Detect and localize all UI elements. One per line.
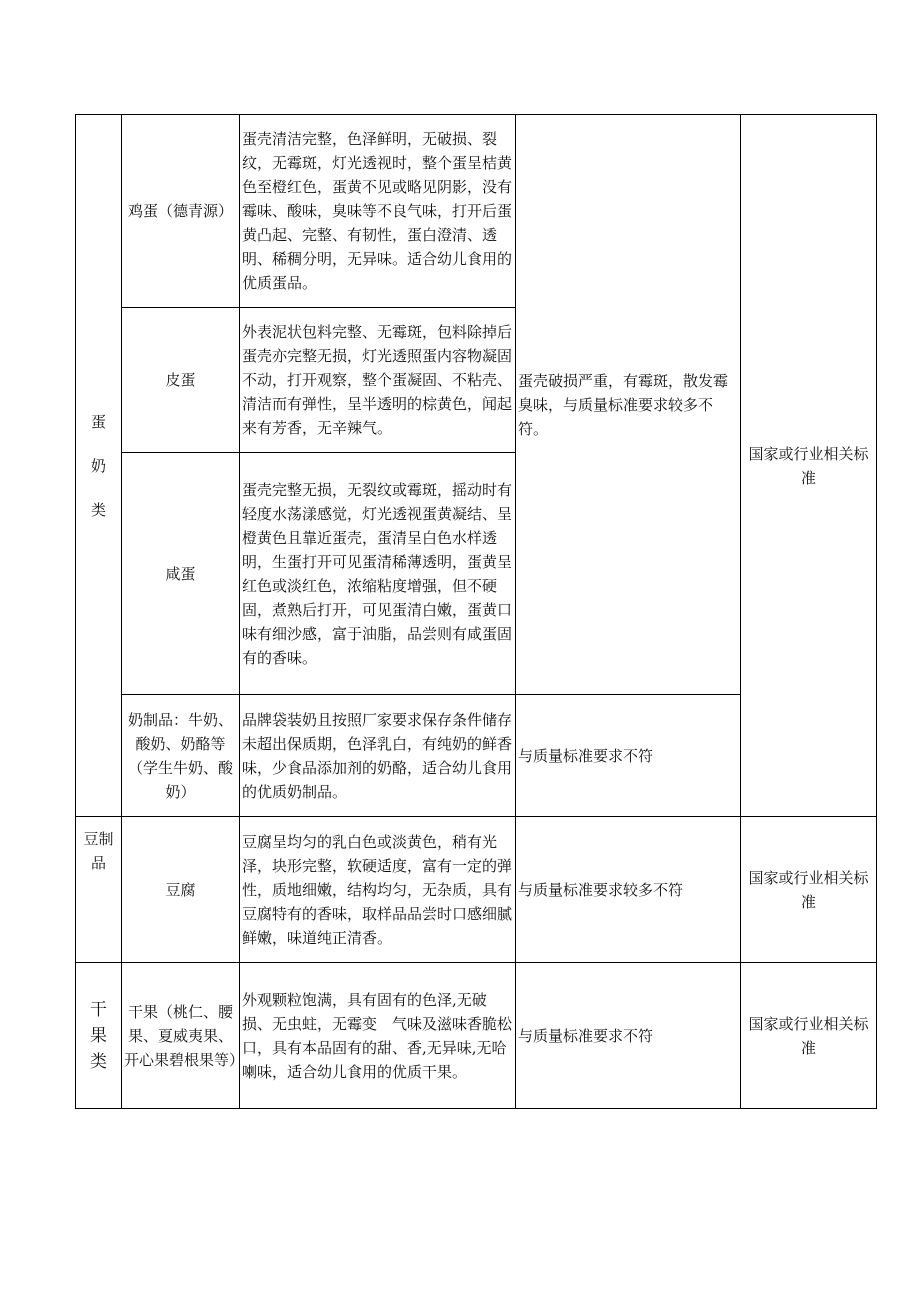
reject-criteria-nuts: 与质量标准要求不符 <box>516 963 741 1109</box>
description-dried-nuts: 外观颗粒饱满，具有固有的色泽,无破损、无虫蛀，无霉变 气味及滋味香脆松口，具有本品固有的甜、香,无异味,无哈喇味，适合幼儿食用的优质干果。 <box>240 963 516 1109</box>
standard-soy: 国家或行业相关标准 <box>741 817 877 963</box>
category-egg-milk <box>76 115 122 817</box>
category-nuts: 干果类 <box>76 963 122 1109</box>
standard-nuts: 国家或行业相关标准 <box>741 963 877 1109</box>
description-dairy: 品牌袋装奶且按照厂家要求保存条件储存未超出保质期，色泽乳白，有纯奶的鲜香味，少食品添加剂的奶酪，适合幼儿食用的优质奶制品。 <box>240 695 516 817</box>
item-salted-egg: 咸蛋 <box>122 453 240 695</box>
standard-egg-milk: 国家或行业相关标准 <box>741 115 877 817</box>
description-tofu: 豆腐呈均匀的乳白色或淡黄色，稍有光泽，块形完整，软硬适度，富有一定的弹性，质地细嫩，结构均匀，无杂质，具有豆腐特有的香味，取样品品尝时口感细腻鲜嫩，味道纯正清香。 <box>240 817 516 963</box>
food-quality-table <box>75 114 877 1109</box>
item-tofu: 豆腐 <box>122 817 240 963</box>
item-dairy: 奶制品：牛奶、酸奶、奶酪等（学生牛奶、酸奶） <box>122 695 240 817</box>
category-soy: 豆制品 <box>76 817 122 963</box>
table-row <box>76 963 877 1109</box>
table-row <box>76 817 877 963</box>
description-chicken-egg: 蛋壳清洁完整，色泽鲜明，无破损、裂纹，无霉斑，灯光透视时，整个蛋呈桔黄色至橙红色，蛋黄不见或略见阴影，没有霉味、酸味，臭味等不良气味，打开后蛋黄凸起、完整、有韧性，蛋白澄清、透明、稀稠分明，无异味。适合幼儿食用的优质蛋品。 <box>240 115 516 308</box>
description-salted-egg: 蛋壳完整无损，无裂纹或霉斑，摇动时有轻度水荡漾感觉，灯光透视蛋黄凝结、呈橙黄色且靠近蛋壳，蛋清呈白色水样透明，生蛋打开可见蛋清稀薄透明，蛋黄呈红色或淡红色，浓缩粘度增强，但不硬固，煮熟后打开，可见蛋清白嫩，蛋黄口味有细沙感，富于油脂，品尝则有咸蛋固有的香味。 <box>240 453 516 695</box>
reject-criteria-tofu: 与质量标准要求较多不符 <box>516 817 741 963</box>
category-char: 奶 <box>90 456 106 475</box>
reject-criteria-eggs: 蛋壳破损严重，有霉斑，散发霉臭味，与质量标准要求较多不符。 <box>516 115 741 695</box>
reject-criteria-dairy: 与质量标准要求不符 <box>516 695 741 817</box>
description-preserved-egg: 外表泥状包料完整、无霉斑，包料除掉后蛋壳亦完整无损，灯光透照蛋内容物凝固不动，打开观察，整个蛋凝固、不粘壳、清洁而有弹性，呈半透明的棕黄色，闻起来有芳香，无辛辣气。 <box>240 308 516 453</box>
category-char: 蛋 <box>90 412 106 431</box>
item-dried-nuts: 干果（桃仁、腰果、夏威夷果、开心果碧根果等） <box>122 963 240 1109</box>
category-char: 类 <box>90 500 106 519</box>
item-preserved-egg: 皮蛋 <box>122 308 240 453</box>
item-chicken-egg: 鸡蛋（德青源） <box>122 115 240 308</box>
table-row <box>76 115 877 308</box>
